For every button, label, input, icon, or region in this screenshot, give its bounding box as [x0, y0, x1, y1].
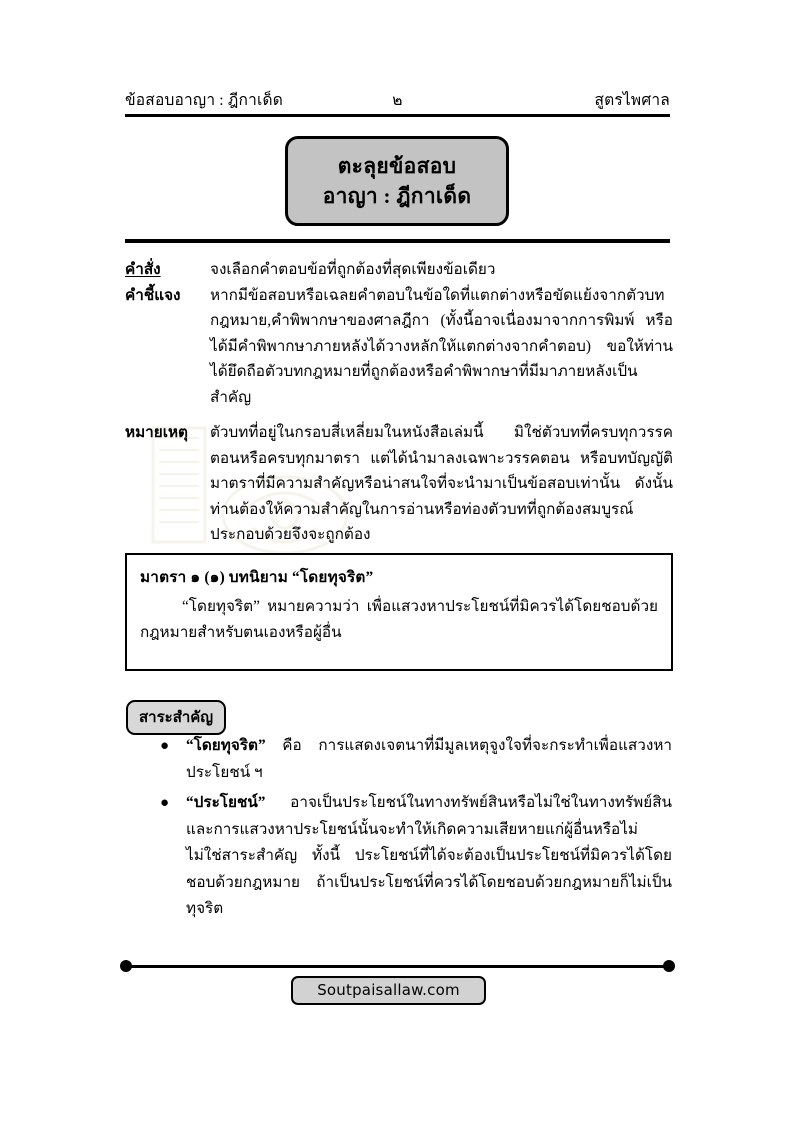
- command-label: คำสั่ง: [125, 261, 161, 278]
- title-banner: [285, 136, 509, 226]
- statute-box: [125, 553, 673, 671]
- running-header: [125, 84, 670, 112]
- footer-divider: [125, 965, 670, 968]
- list-item: [160, 790, 672, 923]
- note-label: หมายเหตุ: [125, 424, 188, 441]
- title-section-divider: [125, 239, 670, 243]
- statute-body: “โดยทุจริต” หมายความว่า เพื่อแสวงหาประโยชน์ที่มิควรได้โดยชอบด้วยกฎหมายสำหรับตนเองหรือผู้อื่น: [140, 598, 658, 641]
- instruction-row-clarification: [125, 283, 673, 411]
- footer-dot-right: [663, 960, 675, 972]
- title-line-1: ตะลุยข้อสอบ: [337, 153, 457, 178]
- key-points-list: [160, 733, 672, 927]
- footer-site-badge: Soutpaisallaw.com: [291, 976, 486, 1005]
- header-left-text: ข้อสอบอาญา : ฎีกาเด็ด: [125, 92, 284, 109]
- instruction-row-note: [125, 420, 673, 548]
- key-points-badge: สาระสำคัญ: [126, 700, 226, 735]
- list-item-body: อาจเป็นประโยชน์ในทางทรัพย์สินหรือไม่ใช่ในทางทรัพย์สิน และการแสวงหาประโยชน์นั้นจะทำให้เกิดความเสียหายแก่ผู้อื่นหรือไม่ ไม่ใช่สาระสำคัญ ทั้งนี้ ประโยชน์ที่ได้จะต้องเป็นประโยชน์ที่มิควรได้โดยชอบด้วยกฎหมาย ถ้าเป็นประโยชน์ที่ควรได้โดยชอบด้วยกฎหมายก็ไม่เป็นทุจริต: [186, 794, 672, 917]
- list-item-text: [186, 733, 672, 786]
- header-right-text: สูตรไพศาล: [594, 92, 670, 109]
- clarification-label: คำชี้แจง: [125, 286, 181, 304]
- list-item-text: [186, 790, 672, 923]
- list-item-lead: “ประโยชน์”: [186, 794, 266, 811]
- command-text: จงเลือกคำตอบข้อที่ถูกต้องที่สุดเพียงข้อเดียว: [210, 261, 496, 278]
- statute-heading: มาตรา ๑ (๑) บทนิยาม “โดยทุจริต”: [140, 569, 374, 586]
- list-item: [160, 733, 672, 786]
- header-page-number: ๒: [392, 92, 403, 109]
- title-line-2: อาญา : ฎีกาเด็ด: [322, 184, 472, 208]
- instruction-row-command: [125, 257, 673, 283]
- clarification-text: หากมีข้อสอบหรือเฉลยคำตอบในข้อใดที่แตกต่างหรือขัดแย้งจากตัวบทกฎหมาย,คำพิพากษาของศาลฎีกา (ทั้งนี้อาจเนื่องมาจากการพิมพ์ หรือได้มีคำพิพากษาภายหลังได้วางหลักให้แตกต่างจากคำตอบ) ขอให้ท่านได้ยึดถือตัวบทกฎหมายที่ถูกต้องหรือคำพิพากษาที่มีมาภายหลังเป็นสำคัญ: [210, 286, 673, 406]
- list-item-lead: “โดยทุจริต”: [186, 737, 266, 754]
- instructions-block: [125, 257, 673, 548]
- header-divider: [125, 114, 670, 117]
- list-item-body: คือ การแสดงเจตนาที่มีมูลเหตุจูงใจที่จะกระทำเพื่อแสวงหาประโยชน์ ฯ: [186, 737, 672, 781]
- bullet-icon: ●: [160, 738, 170, 754]
- bullet-icon: ●: [160, 795, 170, 811]
- note-text: ตัวบทที่อยู่ในกรอบสี่เหลี่ยมในหนังสือเล่มนี้ มิใช่ตัวบทที่ครบทุกวรรคตอนหรือครบทุกมาตรา แต่ได้นำมาลงเฉพาะวรรคตอน หรือบทบัญญัติมาตราที่มีความสำคัญหรือน่าสนใจที่จะนำมาเป็นข้อสอบเท่านั้น ดังนั้น ท่านต้องให้ความสำคัญในการอ่านหรือท่องตัวบทที่ถูกต้องสมบูรณ์ประกอบด้วยจึงจะถูกต้อง: [210, 424, 673, 543]
